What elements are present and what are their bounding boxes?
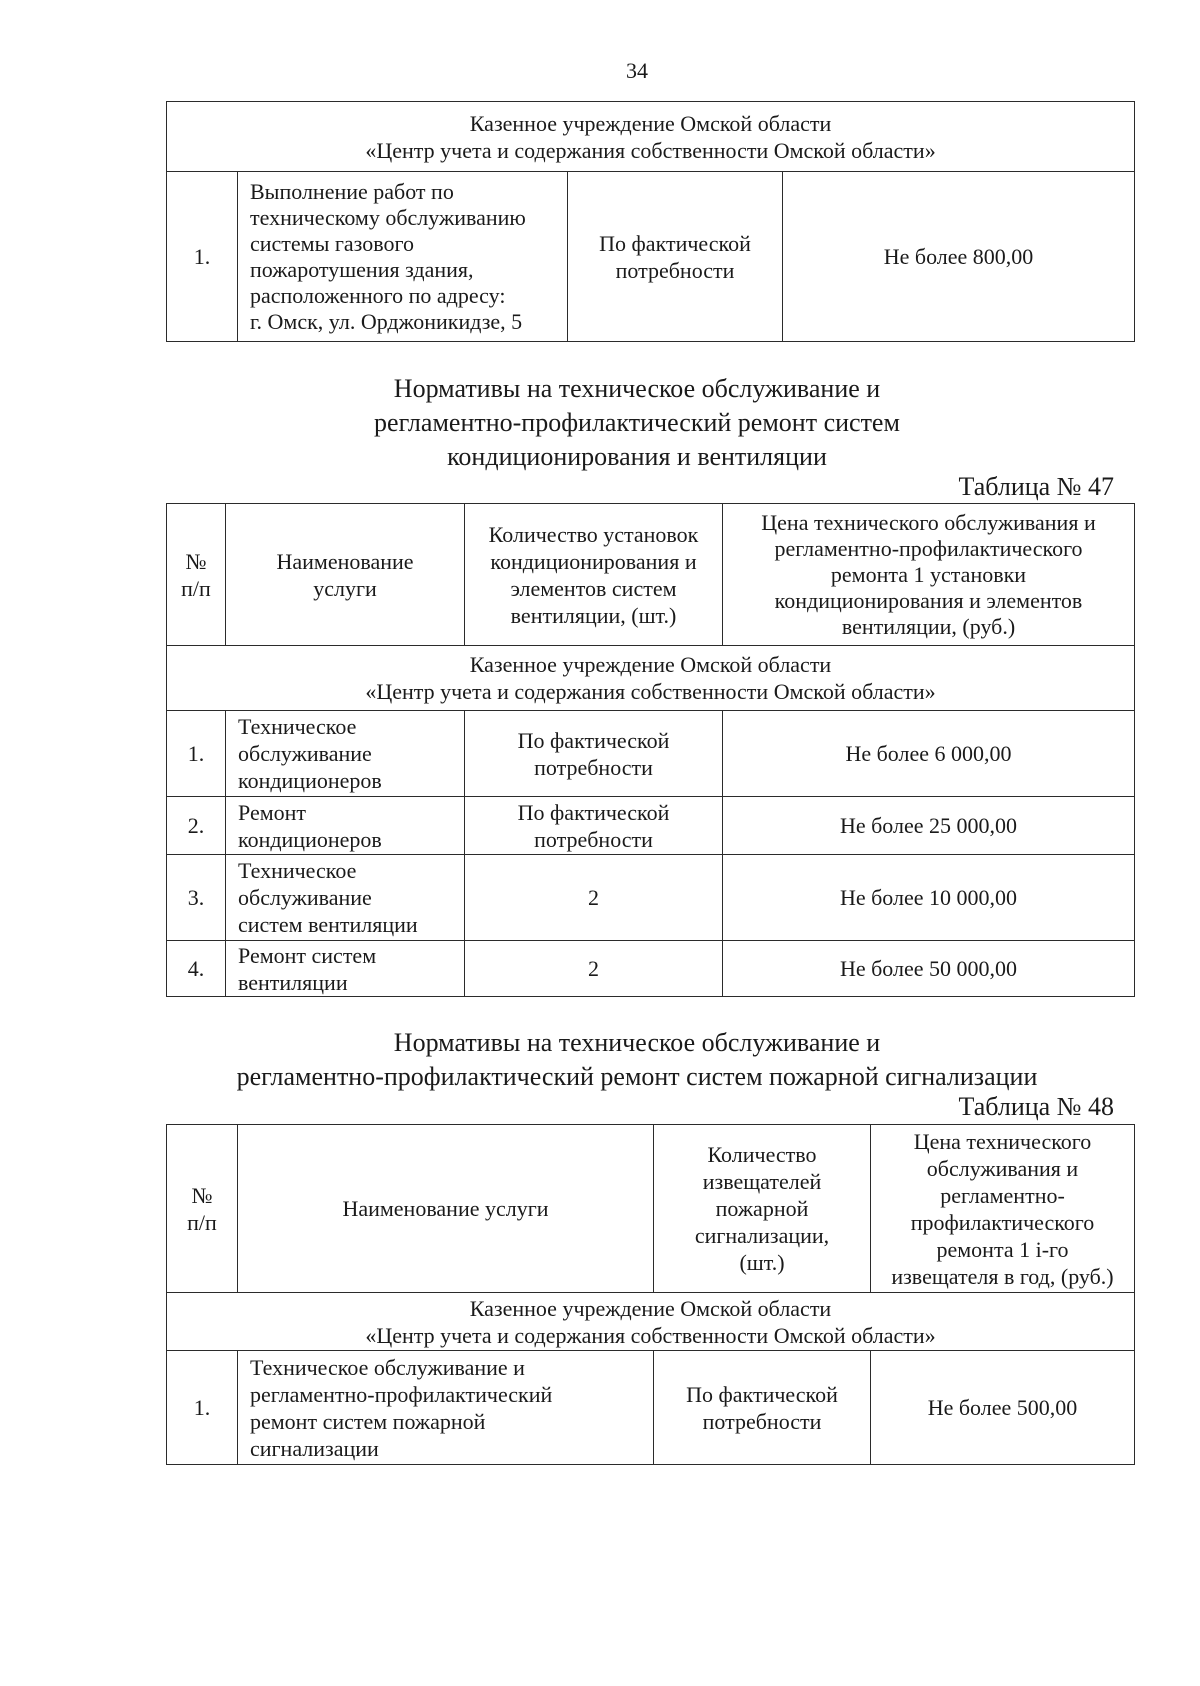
header-line: п/п [181, 575, 211, 601]
quantity-cell: 2 [465, 855, 723, 941]
org-line-2: «Центр учета и содержания собственности Омской области» [365, 1322, 936, 1348]
quantity-line: По фактической [599, 230, 751, 256]
row-number: 1. [167, 172, 238, 342]
org-header-cell [167, 646, 1135, 711]
header-line: пожарной [715, 1196, 809, 1221]
service-line: обслуживание [238, 885, 372, 910]
table-row [167, 855, 1135, 941]
table-top [166, 101, 1135, 342]
section48-heading [0, 1026, 1200, 1094]
price-cell: Не более 6 000,00 [723, 711, 1135, 797]
header-line: ремонта 1 i-го [936, 1236, 1069, 1262]
heading-line: Нормативы на техническое обслуживание и [393, 1028, 881, 1057]
table-47 [166, 503, 1135, 997]
header-line: кондиционирования и элементов [774, 587, 1083, 613]
section47-heading [0, 372, 1200, 474]
service-name-cell [226, 941, 465, 997]
quantity-line: По фактической [517, 727, 670, 753]
service-name-cell [226, 855, 465, 941]
header-name [226, 504, 465, 646]
service-line: вентиляции [238, 969, 348, 995]
header-line: услуги [313, 575, 377, 601]
service-line: Выполнение работ по [250, 178, 454, 204]
quantity-line: По фактической [517, 799, 670, 825]
page-number: 34 [626, 58, 648, 83]
quantity-line: потребности [534, 754, 653, 780]
service-line: расположенного по адресу: [250, 282, 506, 308]
org-line-2: «Центр учета и содержания собственности Омской области» [365, 679, 936, 704]
org-line-2: «Центр учета и содержания собственности Омской области» [365, 137, 936, 163]
header-line: профилактического [910, 1209, 1095, 1235]
service-line: пожаротушения здания, [250, 256, 474, 282]
heading-line: регламентно-профилактический ремонт систем пожарной сигнализации [236, 1062, 1038, 1091]
service-line: сигнализации [250, 1435, 379, 1461]
service-line: системы газового [250, 230, 414, 256]
header-line: элементов систем [510, 575, 677, 601]
price-cell: Не более 500,00 [871, 1351, 1135, 1465]
table-row [167, 797, 1135, 855]
quantity-line: По фактической [686, 1381, 838, 1407]
table-row [167, 1351, 1135, 1465]
header-line: кондиционирования и [490, 548, 697, 574]
org-line-1: Казенное учреждение Омской области [469, 110, 832, 136]
quantity-cell: 2 [465, 941, 723, 997]
price-cell: Не более 25 000,00 [723, 797, 1135, 855]
header-line: извещателя в год, (руб.) [891, 1263, 1114, 1289]
service-line: кондиционеров [238, 768, 382, 793]
service-line: техническому обслуживанию [250, 204, 526, 230]
org-line-1: Казенное учреждение Омской области [469, 652, 832, 677]
service-name-cell [238, 1351, 654, 1465]
header-price [871, 1125, 1135, 1293]
header-line: регламентно- [940, 1182, 1065, 1208]
header-line: извещателей [702, 1169, 822, 1194]
price-cell: Не более 10 000,00 [723, 855, 1135, 941]
service-line: Техническое [238, 858, 357, 883]
row-number: 2. [167, 797, 226, 855]
service-line: систем вентиляции [238, 912, 418, 937]
header-quantity [654, 1125, 871, 1293]
header-line: Цена технического [913, 1128, 1092, 1154]
header-line: Цена технического обслуживания и [761, 509, 1096, 535]
quantity-cell [568, 172, 783, 342]
quantity-cell [465, 797, 723, 855]
header-line: п/п [187, 1209, 217, 1235]
service-name-cell [226, 711, 465, 797]
header-line: (шт.) [739, 1250, 785, 1275]
header-line: ремонта 1 установки [830, 561, 1027, 587]
table48-label: Таблица № 48 [958, 1092, 1114, 1121]
service-line: Техническое обслуживание и [250, 1354, 525, 1380]
service-line: регламентно-профилактический [250, 1381, 553, 1407]
header-line: сигнализации, [694, 1223, 830, 1248]
quantity-cell [465, 711, 723, 797]
heading-line: Нормативы на техническое обслуживание и [393, 374, 881, 403]
heading-line: регламентно-профилактический ремонт систем [374, 408, 900, 437]
header-line: Количество установок [488, 521, 699, 547]
service-line: обслуживание [238, 741, 372, 766]
quantity-line: потребности [615, 257, 735, 283]
org-header-cell [167, 102, 1135, 172]
header-line: регламентно-профилактического [774, 535, 1083, 561]
header-line: вентиляции, (шт.) [510, 602, 677, 628]
row-number: 1. [167, 711, 226, 797]
org-header-cell [167, 1293, 1135, 1351]
header-name: Наименование услуги [238, 1125, 654, 1293]
org-line-1: Казенное учреждение Омской области [469, 1295, 832, 1321]
service-name-cell [238, 172, 568, 342]
header-num [167, 504, 226, 646]
header-line: обслуживания и [926, 1155, 1079, 1181]
service-line: Ремонт [238, 799, 307, 825]
quantity-line: потребности [702, 1408, 822, 1434]
table-48 [166, 1124, 1135, 1465]
table48-header-row [167, 1125, 1135, 1293]
header-line: № [191, 1182, 213, 1208]
row-number: 3. [167, 855, 226, 941]
header-line: № [185, 548, 207, 574]
service-line: Техническое [238, 714, 357, 739]
service-line: г. Омск, ул. Орджоникидзе, 5 [250, 308, 523, 334]
table-row [167, 711, 1135, 797]
table47-header-row [167, 504, 1135, 646]
quantity-cell [654, 1351, 871, 1465]
quantity-line: потребности [534, 826, 653, 852]
header-line: Наименование [276, 548, 414, 574]
table-row [167, 941, 1135, 997]
service-line: ремонт систем пожарной [250, 1408, 486, 1434]
service-line: кондиционеров [238, 826, 382, 852]
row-number: 1. [167, 1351, 238, 1465]
header-quantity [465, 504, 723, 646]
heading-line: кондиционирования и вентиляции [447, 442, 827, 471]
price-cell: Не более 50 000,00 [723, 941, 1135, 997]
header-price [723, 504, 1135, 646]
header-num [167, 1125, 238, 1293]
header-line: вентиляции, (руб.) [841, 613, 1016, 639]
table-row [167, 172, 1135, 342]
service-line: Ремонт систем [238, 942, 377, 968]
row-number: 4. [167, 941, 226, 997]
header-line: Количество [707, 1142, 817, 1167]
table47-label: Таблица № 47 [958, 472, 1114, 501]
price-cell: Не более 800,00 [783, 172, 1135, 342]
service-name-cell [226, 797, 465, 855]
